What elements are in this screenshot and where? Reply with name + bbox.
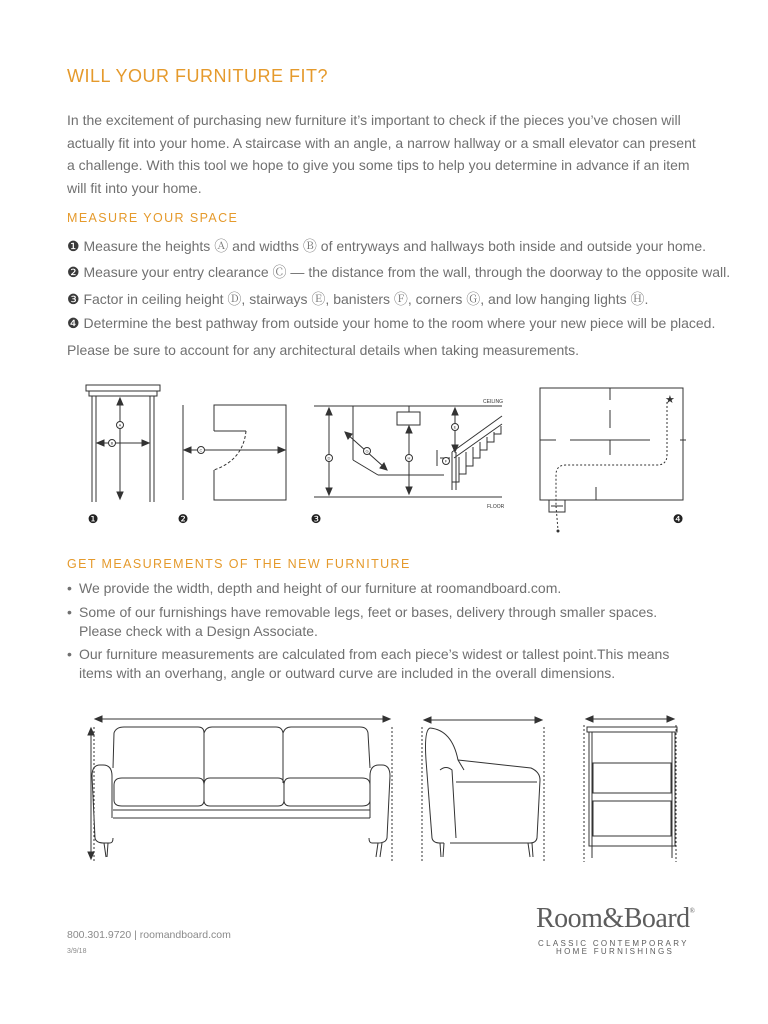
furniture-illustrations xyxy=(0,700,768,875)
architectural-note: Please be sure to account for any architectural details when taking measurements. xyxy=(67,342,580,358)
diagram-label-1: ❶ xyxy=(87,512,99,526)
marker-b: B xyxy=(110,440,114,446)
footer-contact: 800.301.9720 | roomandboard.com xyxy=(67,929,231,941)
measure-space-heading: MEASURE YOUR SPACE xyxy=(67,211,239,225)
stairway-diagram xyxy=(314,406,502,497)
brand-tagline-2: HOME FURNISHINGS xyxy=(556,947,675,956)
dresser-illustration xyxy=(584,716,677,862)
sofa-illustration xyxy=(88,716,392,862)
doorway-diagram xyxy=(86,385,160,502)
step-number: ❸ xyxy=(67,291,80,307)
brand-logo xyxy=(536,903,695,935)
step-number: ❶ xyxy=(67,238,80,254)
step-text: Measure the heights Ⓐ and widths Ⓑ of entryways and hallways both inside and outside your home. xyxy=(83,238,707,254)
marker-a: A xyxy=(118,422,122,428)
measure-step-2 xyxy=(67,262,730,282)
space-illustrations xyxy=(0,370,768,540)
step-text: Determine the best pathway from outside your home to the room where your new piece will be placed. xyxy=(83,315,716,331)
measure-step-3 xyxy=(67,289,648,309)
bullet-dot: • xyxy=(67,580,72,596)
marker-d: D xyxy=(327,455,331,461)
star-icon: ★ xyxy=(665,393,675,406)
marker-c: C xyxy=(199,447,203,453)
diagram-label-3: ❸ xyxy=(310,512,322,526)
diagram-label-2: ❷ xyxy=(177,512,189,526)
bullet-dot: • xyxy=(67,646,72,662)
bullet-text: We provide the width, depth and height of our furniture at roomandboard.com. xyxy=(79,580,562,596)
bullet-dot: • xyxy=(67,604,72,620)
furniture-bullet-3 xyxy=(67,645,697,683)
floorplan-diagram xyxy=(540,388,686,530)
furniture-bullet-2 xyxy=(67,603,697,641)
step-text: Factor in ceiling height Ⓓ, stairways Ⓔ, banisters Ⓕ, corners Ⓖ, and low hanging lights Ⓗ. xyxy=(83,291,649,307)
measure-step-1 xyxy=(67,236,706,256)
brand-name: Room&Board xyxy=(536,903,690,934)
furniture-heading: GET MEASUREMENTS OF THE NEW FURNITURE xyxy=(67,557,411,571)
clearance-diagram xyxy=(183,405,286,500)
step-text: Measure your entry clearance Ⓒ — the distance from the wall, through the doorway to the opposite wall. xyxy=(83,264,731,280)
intro-paragraph: In the excitement of purchasing new furniture it’s important to check if the pieces you’ve chosen will actually fit into your home. A staircase with an angle, a narrow hallway or a small elevator can present a challenge. With this tool we hope to give you some tips to help you determine in advance if an item will fit into your home. xyxy=(67,112,696,196)
measure-step-4 xyxy=(67,315,715,332)
chair-illustration xyxy=(422,717,544,862)
furniture-bullet-1 xyxy=(67,579,697,598)
ceiling-label: CEILING xyxy=(483,399,504,405)
page-title: WILL YOUR FURNITURE FIT? xyxy=(67,66,329,86)
marker-h: H xyxy=(407,455,411,461)
bullet-text: Some of our furnishings have removable legs, feet or bases, delivery through smaller spaces. Please check with a Design Associate. xyxy=(79,604,658,639)
floor-label: FLOOR xyxy=(487,504,505,510)
diagram-label-4: ❹ xyxy=(672,512,684,526)
footer-date: 3/9/18 xyxy=(67,948,87,955)
bullet-text: Our furniture measurements are calculated from each piece’s widest or tallest point.This means items with an overhang, angle or outward curve are included in the overall dimensions. xyxy=(79,646,670,681)
step-number: ❷ xyxy=(67,264,80,280)
marker-g: G xyxy=(365,448,369,454)
brand-tagline-1: CLASSIC CONTEMPORARY xyxy=(538,939,689,948)
registered-mark: ® xyxy=(689,907,695,915)
step-number: ❹ xyxy=(67,315,80,331)
marker-f: F xyxy=(444,458,448,464)
marker-e: E xyxy=(453,424,457,430)
